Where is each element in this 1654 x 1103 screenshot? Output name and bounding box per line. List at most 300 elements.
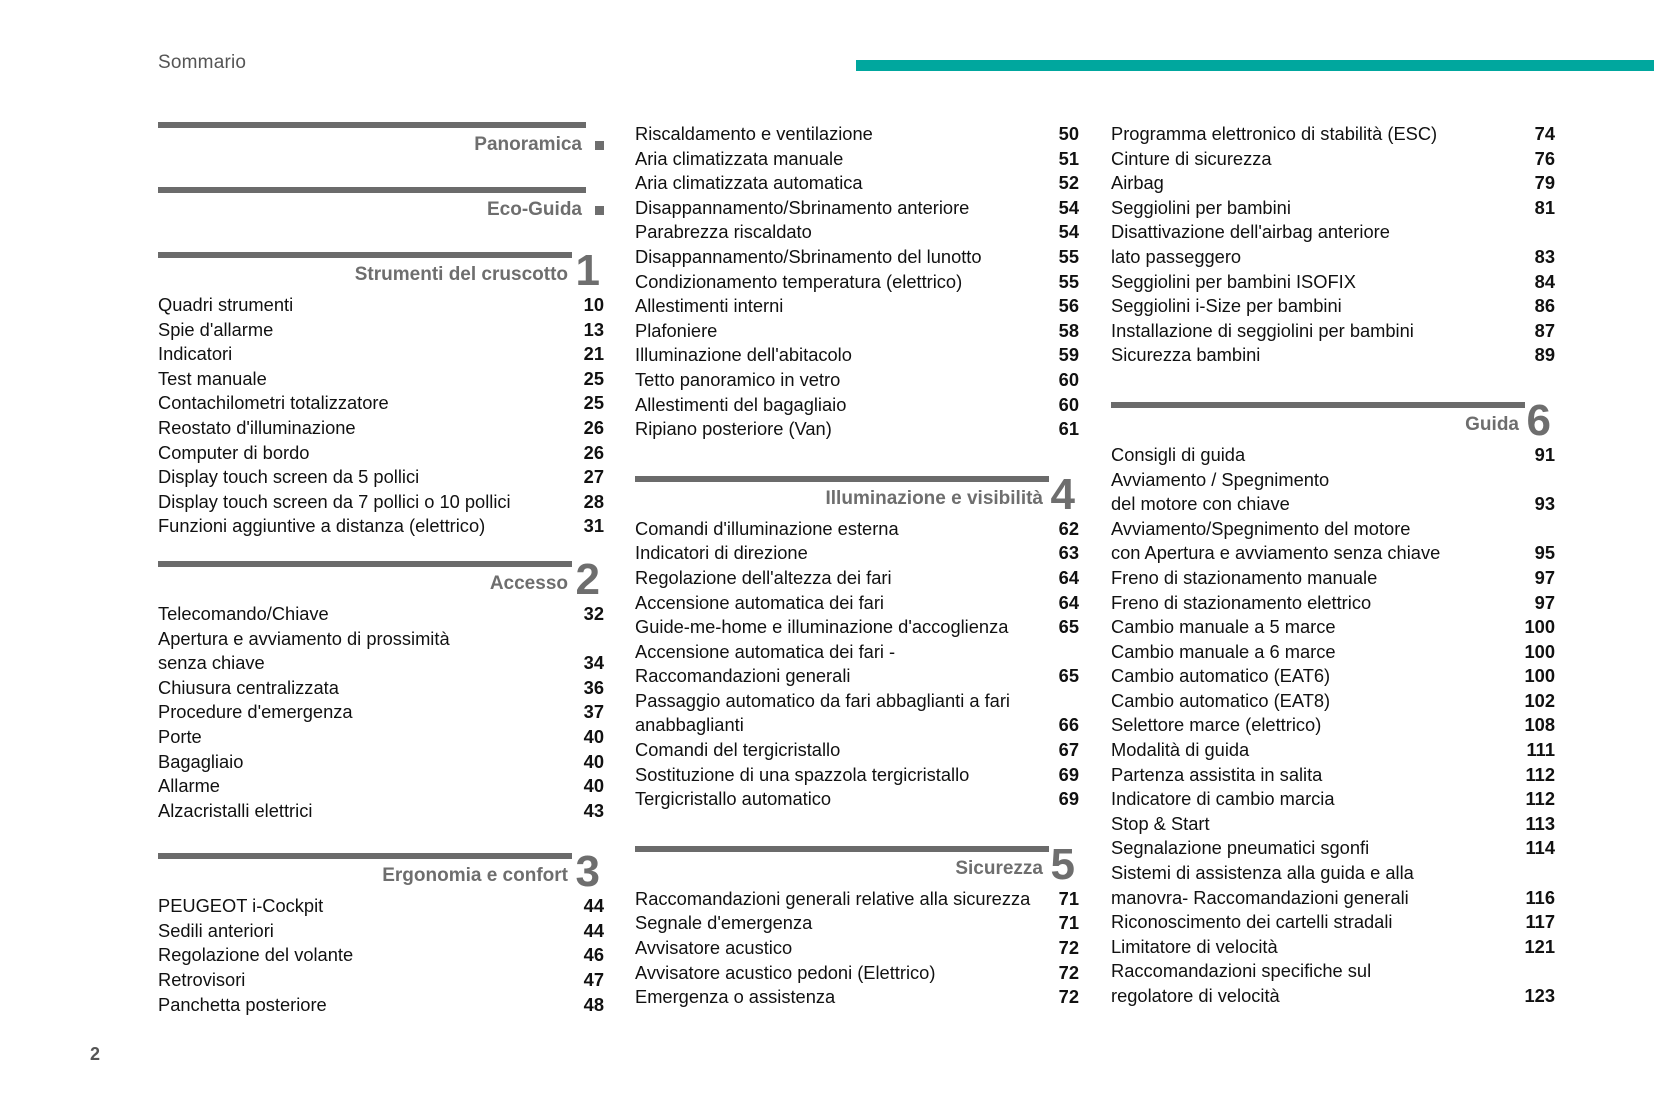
entry-page-number: 100 (1524, 640, 1555, 662)
entry-label: Tergicristallo automatico (635, 788, 832, 810)
toc-entries (158, 894, 604, 1017)
entry-page-number: 81 (1534, 196, 1555, 218)
section-header (158, 554, 604, 604)
entry-page-number: 55 (1058, 245, 1079, 267)
entry-label: Allestimenti interni (635, 295, 784, 317)
entry-page-number: 52 (1058, 172, 1079, 194)
entry-label: Funzioni aggiuntive a distanza (elettrico) (158, 515, 486, 537)
toc-entry[interactable] (635, 763, 1079, 788)
entry-label: Segnale d'emergenza (635, 912, 813, 934)
entry-label: Avvisatore acustico (635, 937, 793, 959)
entry-label: Disattivazione dell'airbag anteriore (1111, 221, 1390, 243)
toc-entry[interactable] (635, 664, 1079, 689)
entry-label: manovra- Raccomandazioni generali (1111, 886, 1409, 908)
toc-entry[interactable] (1111, 566, 1555, 591)
entry-label: Consigli di guida (1111, 443, 1246, 465)
toc-entry[interactable] (158, 602, 604, 627)
toc-section (158, 554, 604, 823)
entry-page-number: 46 (583, 944, 604, 966)
entry-page-number: 13 (583, 318, 604, 340)
toc-entry[interactable] (635, 171, 1079, 196)
entry-label: Aria climatizzata manuale (635, 147, 844, 169)
toc-entry[interactable] (1111, 861, 1555, 886)
section-square-icon (595, 206, 604, 215)
entry-label: Sicurezza bambini (1111, 344, 1261, 366)
entry-page-number: 40 (583, 775, 604, 797)
entry-page-number: 91 (1534, 443, 1555, 465)
entry-page-number: 36 (583, 676, 604, 698)
entry-label: Avviamento/Spegnimento del motore (1111, 517, 1411, 539)
section-title[interactable]: Illuminazione e visibilità (825, 487, 1043, 509)
toc-entry[interactable] (158, 342, 604, 367)
entry-page-number: 74 (1534, 123, 1555, 144)
entry-label: Illuminazione dell'abitacolo (635, 344, 852, 366)
entry-label: Installazione di seggiolini per bambini (1111, 319, 1414, 341)
toc-entry[interactable] (1111, 245, 1555, 270)
entry-label: Raccomandazioni generali relative alla sicurezza (635, 887, 1031, 909)
entry-page-number: 72 (1058, 937, 1079, 959)
entry-label: Regolazione del volante (158, 944, 354, 966)
entry-page-number: 59 (1058, 344, 1079, 366)
entry-page-number: 102 (1524, 689, 1555, 711)
entry-label: Guide-me-home e illuminazione d'accoglienza (635, 616, 1009, 638)
entry-page-number: 58 (1058, 319, 1079, 341)
entry-label: Tetto panoramico in vetro (635, 368, 841, 390)
entry-label: Parabrezza riscaldato (635, 221, 812, 243)
entry-page-number: 69 (1058, 788, 1079, 810)
entry-label: del motore con chiave (1111, 493, 1290, 515)
page-title: Sommario (158, 52, 247, 73)
toc-entry[interactable] (635, 787, 1079, 812)
toc-entry[interactable] (1111, 541, 1555, 566)
toc-entry[interactable] (158, 799, 604, 824)
toc-entry[interactable] (1111, 910, 1555, 935)
entry-label: Cambio automatico (EAT6) (1111, 665, 1331, 687)
toc-entry[interactable] (1111, 836, 1555, 861)
toc-entry[interactable] (635, 122, 1079, 147)
entry-label: Cambio manuale a 5 marce (1111, 616, 1336, 638)
entry-label: Cinture di sicurezza (1111, 147, 1272, 169)
toc-entry[interactable] (635, 713, 1079, 738)
toc-entry[interactable] (1111, 713, 1555, 738)
entry-label: Passaggio automatico da fari abbaglianti a fari (635, 689, 1010, 711)
toc-entry[interactable] (635, 936, 1079, 961)
section-title[interactable]: Guida (1465, 413, 1519, 435)
toc-entry[interactable] (1111, 122, 1555, 147)
entry-page-number: 121 (1524, 935, 1555, 957)
entry-page-number: 66 (1058, 714, 1079, 736)
entry-page-number: 43 (583, 799, 604, 821)
toc-entry[interactable] (1111, 738, 1555, 763)
toc-entry[interactable] (158, 725, 604, 750)
entry-label: Disappannamento/Sbrinamento anteriore (635, 196, 970, 218)
toc-entry[interactable] (1111, 689, 1555, 714)
entry-page-number: 40 (583, 750, 604, 772)
toc-section (158, 122, 604, 165)
entry-page-number: 95 (1534, 542, 1555, 564)
entry-label: Ripiano posteriore (Van) (635, 418, 832, 440)
toc-entry[interactable] (635, 147, 1079, 172)
entry-label: Sedili anteriori (158, 919, 274, 941)
toc-entry[interactable] (635, 738, 1079, 763)
toc-entry[interactable] (635, 393, 1079, 418)
entry-page-number: 60 (1058, 393, 1079, 415)
entry-page-number: 84 (1534, 270, 1555, 292)
toc-entry[interactable] (158, 490, 604, 515)
entry-label: Accensione automatica dei fari - (635, 640, 896, 662)
entry-label: Regolazione dell'altezza dei fari (635, 566, 892, 588)
entry-label: Quadri strumenti (158, 294, 294, 315)
entry-label: regolatore di velocità (1111, 985, 1280, 1006)
entry-page-number: 51 (1058, 147, 1079, 169)
entry-label: Sostituzione di una spazzola tergicristallo (635, 763, 970, 785)
toc-entry[interactable] (1111, 935, 1555, 960)
entry-page-number: 27 (583, 466, 604, 488)
entry-page-number: 25 (583, 367, 604, 389)
entry-page-number: 61 (1058, 418, 1079, 440)
section-divider (158, 853, 572, 859)
toc-entry[interactable] (1111, 591, 1555, 616)
toc-column-2 (635, 122, 1079, 1010)
chapter-number: 1 (575, 246, 600, 295)
toc-entry[interactable] (158, 993, 604, 1018)
entry-label: Comandi del tergicristallo (635, 739, 841, 761)
entry-label: senza chiave (158, 652, 265, 674)
toc-entry[interactable] (635, 961, 1079, 986)
entry-page-number: 63 (1058, 542, 1079, 564)
entry-label: Accensione automatica dei fari (635, 591, 884, 613)
entry-page-number: 34 (583, 652, 604, 674)
entry-label: Procedure d'emergenza (158, 701, 353, 723)
section-header (158, 122, 604, 165)
toc-entry[interactable] (1111, 443, 1555, 468)
entry-page-number: 26 (583, 441, 604, 463)
entry-label: Partenza assistita in salita (1111, 763, 1323, 785)
entry-page-number: 111 (1526, 739, 1555, 761)
toc-entry[interactable] (158, 416, 604, 441)
entry-label: Seggiolini per bambini ISOFIX (1111, 270, 1356, 292)
entry-page-number: 108 (1524, 714, 1555, 736)
entry-label: Allestimenti del bagagliaio (635, 393, 847, 415)
toc-entry[interactable] (1111, 787, 1555, 812)
entry-label: Cambio manuale a 6 marce (1111, 640, 1336, 662)
toc-entry[interactable] (1111, 517, 1555, 542)
toc-entry[interactable] (158, 894, 604, 919)
entry-label: Stop & Start (1111, 812, 1210, 834)
entry-page-number: 44 (583, 919, 604, 941)
toc-entry[interactable] (158, 627, 604, 652)
entry-page-number: 60 (1058, 368, 1079, 390)
toc-entry[interactable] (1111, 812, 1555, 837)
entry-page-number: 50 (1058, 123, 1079, 144)
toc-entry[interactable] (635, 245, 1079, 270)
toc-column-3 (1111, 122, 1555, 1009)
entry-label: Limitatore di velocità (1111, 935, 1278, 957)
entry-label: Aria climatizzata automatica (635, 172, 863, 194)
entry-label: Chiusura centralizzata (158, 676, 339, 698)
section-divider (635, 476, 1049, 482)
toc-entry[interactable] (1111, 492, 1555, 517)
section-title[interactable]: Strumenti del cruscotto (354, 264, 568, 285)
entry-label: Display touch screen da 7 pollici o 10 pollici (158, 490, 511, 512)
toc-entry[interactable] (635, 911, 1079, 936)
entry-page-number: 72 (1058, 986, 1079, 1008)
section-header (158, 246, 604, 295)
toc-column-1 (158, 122, 604, 1017)
entry-label: Plafoniere (635, 319, 718, 341)
entry-page-number: 31 (583, 515, 604, 537)
toc-entry[interactable] (158, 676, 604, 701)
toc-entry[interactable] (1111, 763, 1555, 788)
entry-label: Condizionamento temperatura (elettrico) (635, 270, 963, 292)
toc-section (158, 187, 604, 230)
entry-page-number: 64 (1058, 566, 1079, 588)
chapter-number: 5 (1050, 839, 1075, 889)
entry-page-number: 10 (583, 294, 604, 315)
toc-section (635, 122, 1079, 442)
entry-label: Porte (158, 725, 202, 747)
entry-page-number: 26 (583, 416, 604, 438)
entry-label: lato passeggero (1111, 245, 1242, 267)
entry-label: Spie d'allarme (158, 318, 274, 340)
toc-entry[interactable] (635, 368, 1079, 393)
chapter-number: 6 (1526, 395, 1551, 445)
toc-entry[interactable] (635, 985, 1079, 1010)
section-square-icon (595, 141, 604, 150)
entry-label: anabbaglianti (635, 714, 744, 736)
toc-entry[interactable] (158, 465, 604, 490)
toc-section (158, 847, 604, 1017)
entry-page-number: 114 (1525, 837, 1555, 859)
entry-label: Freno di stazionamento manuale (1111, 566, 1378, 588)
entry-page-number: 55 (1058, 270, 1079, 292)
section-divider (158, 187, 586, 193)
toc-entry[interactable] (635, 294, 1079, 319)
entry-label: Display touch screen da 5 pollici (158, 466, 420, 488)
section-title[interactable]: Ergonomia e confort (382, 865, 568, 887)
entry-label: Riconoscimento dei cartelli stradali (1111, 911, 1393, 933)
entry-page-number: 97 (1534, 591, 1555, 613)
toc-entry[interactable] (635, 566, 1079, 591)
section-divider (158, 561, 572, 567)
toc-section (635, 469, 1079, 812)
toc-entry[interactable] (635, 541, 1079, 566)
entry-page-number: 40 (583, 725, 604, 747)
toc-entry[interactable] (635, 689, 1079, 714)
toc-entry[interactable] (635, 517, 1079, 542)
toc-entry[interactable] (635, 417, 1079, 442)
toc-entry[interactable] (158, 318, 604, 343)
entry-label: Airbag (1111, 172, 1164, 194)
section-divider (1111, 402, 1525, 408)
toc-entry[interactable] (1111, 468, 1555, 493)
entry-page-number: 54 (1058, 221, 1079, 243)
toc-section (635, 839, 1079, 1010)
toc-entries (1111, 122, 1555, 368)
entry-label: PEUGEOT i-Cockpit (158, 895, 324, 917)
entry-label: Indicatori di direzione (635, 542, 808, 564)
section-title[interactable]: Panoramica (474, 134, 582, 155)
toc-entries (635, 887, 1079, 1010)
toc-entry[interactable] (1111, 984, 1555, 1009)
entry-page-number: 21 (583, 343, 604, 365)
entry-page-number: 72 (1058, 961, 1079, 983)
entry-page-number: 116 (1525, 886, 1555, 908)
entry-label: Panchetta posteriore (158, 993, 327, 1015)
section-title[interactable]: Sicurezza (955, 857, 1043, 879)
toc-entry[interactable] (158, 293, 604, 318)
toc-entry[interactable] (635, 319, 1079, 344)
entry-page-number: 76 (1534, 147, 1555, 169)
entry-label: con Apertura e avviamento senza chiave (1111, 542, 1441, 564)
entry-page-number: 97 (1534, 566, 1555, 588)
toc-entries (158, 293, 604, 539)
toc-entry[interactable] (635, 640, 1079, 665)
entry-label: Contachilometri totalizzatore (158, 392, 389, 414)
entry-label: Indicatore di cambio marcia (1111, 788, 1335, 810)
toc-entry[interactable] (158, 750, 604, 775)
entry-page-number: 32 (583, 602, 604, 624)
toc-entry[interactable] (1111, 147, 1555, 172)
toc-entries (635, 517, 1079, 812)
toc-entry[interactable] (158, 514, 604, 539)
entry-page-number: 93 (1534, 493, 1555, 515)
entry-page-number: 117 (1525, 911, 1555, 933)
entry-label: Sistemi di assistenza alla guida e alla (1111, 862, 1414, 884)
entry-page-number: 86 (1534, 295, 1555, 317)
section-header (158, 187, 604, 230)
entry-page-number: 71 (1058, 912, 1079, 934)
page-number: 2 (90, 1044, 101, 1064)
toc-entry[interactable] (1111, 343, 1555, 368)
entry-label: Avvisatore acustico pedoni (Elettrico) (635, 961, 936, 983)
entry-label: Retrovisori (158, 969, 246, 991)
chapter-number: 3 (575, 847, 600, 897)
section-title[interactable]: Accesso (489, 572, 568, 594)
entry-label: Alzacristalli elettrici (158, 799, 313, 821)
entry-page-number: 65 (1058, 665, 1079, 687)
entry-page-number: 47 (583, 969, 604, 991)
entry-page-number: 100 (1524, 665, 1555, 687)
entry-label: Segnalazione pneumatici sgonfi (1111, 837, 1370, 859)
toc-entry[interactable] (635, 591, 1079, 616)
toc-entry[interactable] (635, 887, 1079, 912)
section-divider (635, 846, 1049, 852)
entry-page-number: 112 (1525, 763, 1555, 785)
section-header (158, 847, 604, 897)
section-divider (158, 122, 586, 128)
entry-page-number: 100 (1524, 616, 1555, 638)
section-header (635, 469, 1079, 519)
entry-page-number: 83 (1534, 245, 1555, 267)
entry-label: Modalità di guida (1111, 739, 1250, 761)
entry-label: Indicatori (158, 343, 233, 365)
toc-entry[interactable] (158, 700, 604, 725)
section-header (1111, 395, 1555, 445)
entry-label: Riscaldamento e ventilazione (635, 123, 873, 144)
entry-page-number: 123 (1524, 985, 1555, 1006)
entry-page-number: 69 (1058, 763, 1079, 785)
toc-entry[interactable] (1111, 196, 1555, 221)
entry-label: Raccomandazioni generali (635, 665, 851, 687)
toc-entry[interactable] (1111, 171, 1555, 196)
entry-label: Telecomando/Chiave (158, 602, 329, 624)
toc-entry[interactable] (635, 343, 1079, 368)
entry-page-number: 64 (1058, 591, 1079, 613)
toc-section (158, 246, 604, 539)
toc-entry[interactable] (158, 943, 604, 968)
toc-entry[interactable] (1111, 664, 1555, 689)
entry-label: Emergenza o assistenza (635, 986, 836, 1008)
toc-entry[interactable] (158, 391, 604, 416)
toc-entry[interactable] (635, 615, 1079, 640)
toc-entries (635, 122, 1079, 442)
entry-page-number: 79 (1534, 172, 1555, 194)
toc-section (1111, 395, 1555, 1009)
entry-label: Apertura e avviamento di prossimità (158, 627, 450, 649)
header-accent-bar (856, 60, 1654, 71)
toc-entry[interactable] (635, 196, 1079, 221)
entry-page-number: 25 (583, 392, 604, 414)
toc-entry[interactable] (158, 367, 604, 392)
section-divider (158, 252, 572, 258)
entry-page-number: 62 (1058, 517, 1079, 539)
entry-label: Disappannamento/Sbrinamento del lunotto (635, 245, 982, 267)
toc-entry[interactable] (1111, 959, 1555, 984)
toc-entry[interactable] (635, 270, 1079, 295)
chapter-number: 2 (575, 554, 600, 604)
toc-entry[interactable] (158, 968, 604, 993)
toc-entries (1111, 443, 1555, 1009)
toc-entry[interactable] (635, 220, 1079, 245)
toc-entry[interactable] (1111, 640, 1555, 665)
entry-page-number: 48 (583, 993, 604, 1015)
entry-page-number: 28 (583, 490, 604, 512)
toc-entry[interactable] (158, 441, 604, 466)
entry-page-number: 65 (1058, 616, 1079, 638)
entry-label: Programma elettronico di stabilità (ESC) (1111, 123, 1438, 144)
entry-label: Freno di stazionamento elettrico (1111, 591, 1372, 613)
toc-entries (158, 602, 604, 823)
entry-page-number: 87 (1534, 319, 1555, 341)
entry-label: Seggiolini i-Size per bambini (1111, 295, 1342, 317)
toc-entry[interactable] (1111, 886, 1555, 911)
section-header (635, 839, 1079, 889)
toc-entry[interactable] (1111, 319, 1555, 344)
toc-entry[interactable] (1111, 294, 1555, 319)
chapter-number: 4 (1050, 469, 1075, 519)
entry-page-number: 113 (1525, 812, 1555, 834)
entry-label: Seggiolini per bambini (1111, 196, 1291, 218)
toc-entry[interactable] (1111, 220, 1555, 245)
toc-section (1111, 122, 1555, 368)
section-title[interactable]: Eco-Guida (486, 199, 582, 220)
entry-page-number: 89 (1534, 344, 1555, 366)
entry-label: Test manuale (158, 367, 267, 389)
toc-entry[interactable] (158, 774, 604, 799)
entry-page-number: 44 (583, 895, 604, 917)
entry-page-number: 56 (1058, 295, 1079, 317)
toc-entry[interactable] (158, 651, 604, 676)
entry-page-number: 71 (1058, 887, 1079, 909)
entry-page-number: 54 (1058, 196, 1079, 218)
entry-label: Allarme (158, 775, 220, 797)
entry-label: Bagagliaio (158, 750, 244, 772)
toc-entry[interactable] (1111, 615, 1555, 640)
toc-entry[interactable] (1111, 270, 1555, 295)
toc-entry[interactable] (158, 919, 604, 944)
entry-label: Computer di bordo (158, 441, 310, 463)
